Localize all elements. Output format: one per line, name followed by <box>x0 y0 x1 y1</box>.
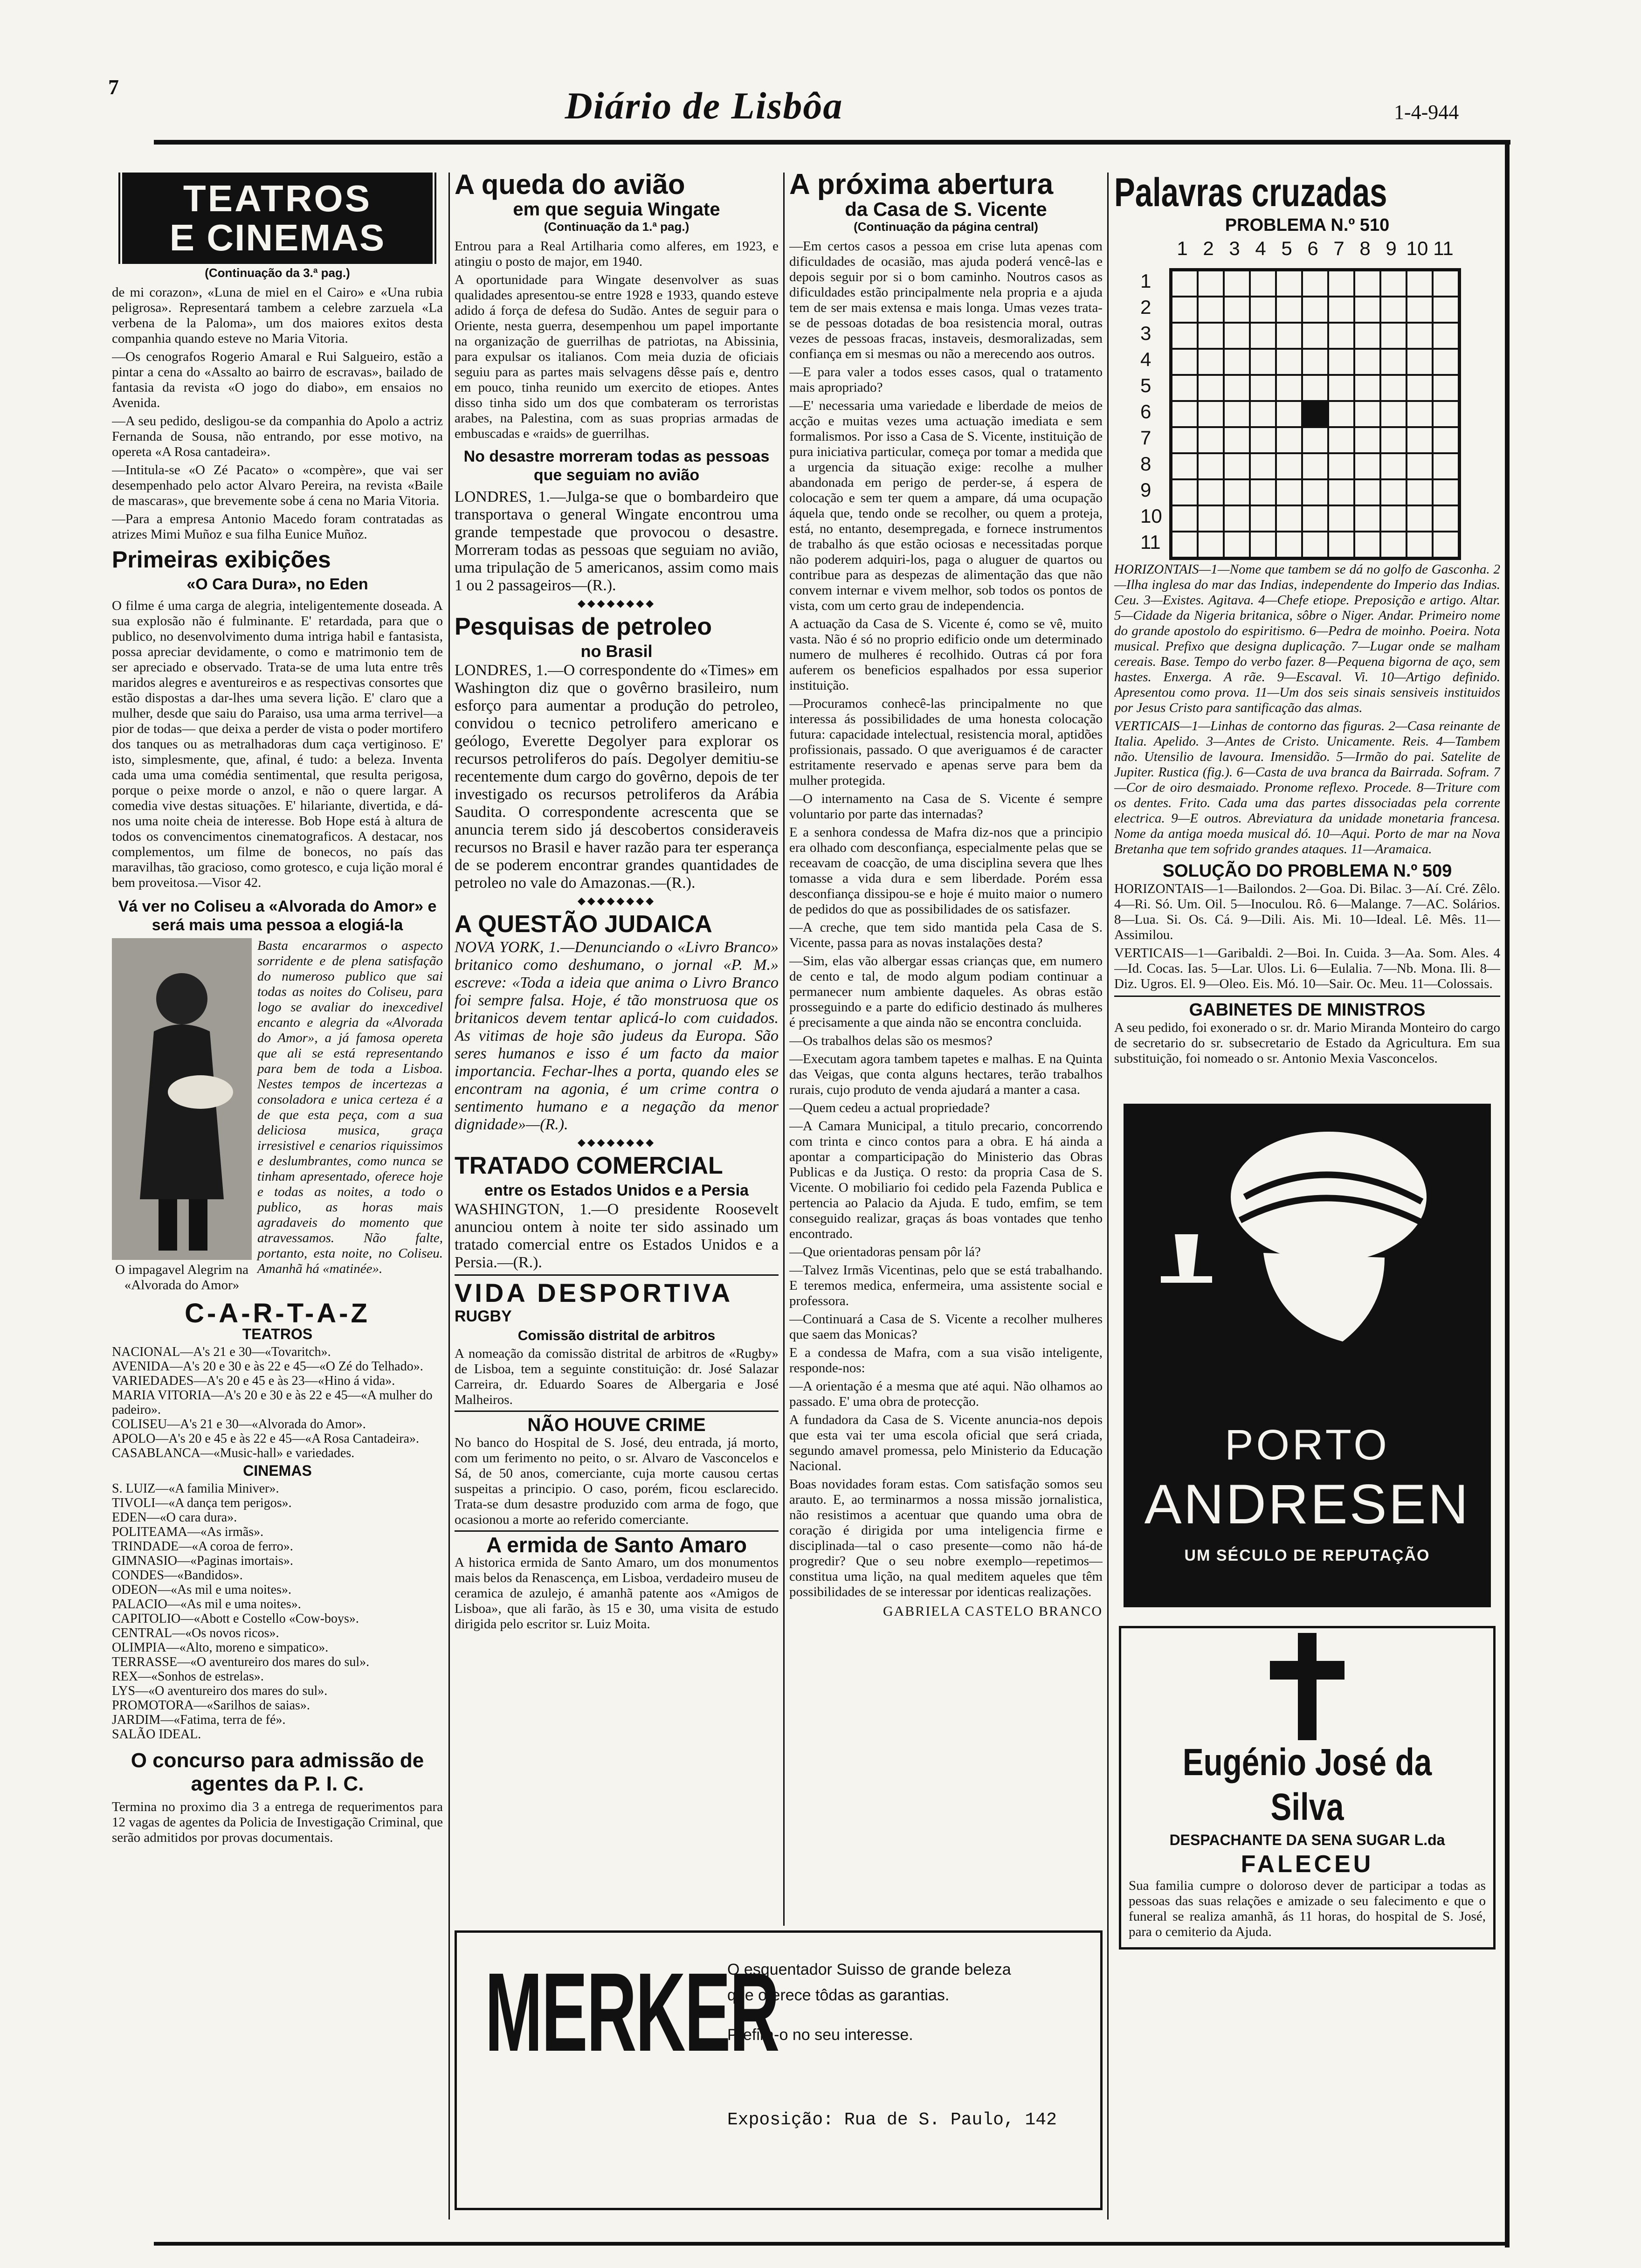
row-number: 4 <box>1140 348 1151 370</box>
cara-dura-title: «O Cara Dura», no Eden <box>186 575 368 593</box>
crossword-cell <box>1198 401 1224 427</box>
list-item: TERRASSE—«O aventureiro dos mares do sul». <box>112 1655 370 1669</box>
crossword-cell <box>1354 505 1380 532</box>
list-item: APOLO—A's 20 e 45 e às 22 e 45—«A Rosa Cantadeira». <box>112 1431 420 1446</box>
crossword-cell <box>1380 323 1407 349</box>
row-number: 5 <box>1140 374 1151 396</box>
crossword-cell <box>1433 297 1459 323</box>
crossword-column-numbers <box>1169 237 1456 260</box>
teatros-banner <box>117 173 438 264</box>
crossword-cell <box>1250 270 1276 297</box>
crossword-cell <box>1224 375 1250 401</box>
crossword-cell <box>1224 505 1250 532</box>
teatros-paragraph: —Para a empresa Antonio Macedo foram contratadas as atrizes Mimi Muñoz e sua filha Eunice Muñoz. <box>112 512 443 542</box>
crossword-cell <box>1407 297 1433 323</box>
article-paragraph: —Procuramos conhecê-las principalmente no que interessa ás possibilidades de uma honesta colocação futura: capacidade intelectual, resistencia moral, aptidões profissionais, passado. O que averiguamos é de caracter estritamente reservado e apenas serve para bem da mulher protegida. <box>789 696 1103 788</box>
obituary-text: Sua familia cumpre o doloroso dever de participar a todas as pessoas das suas relações e amizade o seu falecimento e que o funeral se realiza amanhã, ás 11 horas, do hospital de S. José, para o cemiterio da Ajuda. <box>1129 1878 1486 1939</box>
crossword-cell <box>1433 323 1459 349</box>
list-item: CENTRAL—«Os novos ricos». <box>112 1626 279 1640</box>
crossword-cell <box>1354 270 1380 297</box>
article-paragraph: —A Camara Municipal, a titulo precario, concorrendo com trinta e cinco contos para a obra. E há ainda a apontar a comparticipação do Ministerio das Obras Publicas e da Justiça. O resto: da propria Casa de S. Vicente. O mobiliario foi cedido pela Fazenda Publica e pertencia ao Palacio da Ajuda. E tudo, emfim, se tem conseguido realizar, graças ás boas vontades que tenho encontrado. <box>789 1119 1103 1241</box>
horizontais-clues: HORIZONTAIS—1—Nome que tambem se dá no golfo de Gasconha. 2—Ilha inglesa do mar das Indias, independente do Imperio das Indias. Ceu. 3—Existes. Agitava. 4—Chefe etiope. Preposição e artigo. Altar. 5—Cidade da Nigeria britanica, sôbre o Niger. Andar. Primeiro nome do grande apostolo do espiritismo. 6—Pedra de moinho. Poeira. Nota musical. Prefixo que designa duplicação. 7—Lugar onde se malham cereais. Base. Tempo do verbo fazer. 8—Pequena bigorna de aço, sem hastes. Enxerga. A rãe. 9—Escaval. Vi. 10—Artigo definido. Apresentou como prova. 11—Um dos seis sinais sensiveis instituidos por Jesus Cristo para santificação das almas. <box>1114 562 1500 715</box>
judaica-text: NOVA YORK, 1.—Denunciando o «Livro Branco» britanico como deshumano, o jornal «P. M.» escreve: «Toda a ideia que anima o Livro Branco foi sempre falsa. Hoje, é tão monstruosa que os britanicos devem tentar aplicá-lo com cuidados. As vitimas de hoje são judeus da Europa. São seres humanos e isso é um facto da maior importancia. Fechar-lhes a porta, quando eles se encontram na agonia, é um crime contra o sentimento humano e a negação da menor dignidade»—(R.). <box>455 939 779 1133</box>
crossword-cell <box>1433 270 1459 297</box>
crossword-cell <box>1328 401 1354 427</box>
merker-line-3: Prefira-o no seu interesse. <box>727 2026 913 2044</box>
crossword-cell <box>1276 375 1302 401</box>
col-number: 1 <box>1177 237 1188 259</box>
obituary <box>1119 1626 1496 1950</box>
crossword-cell <box>1172 375 1198 401</box>
crossword-cell <box>1250 349 1276 375</box>
article-paragraph: —A orientação é a mesma que até aqui. Não olhamos ao passado. E' uma obra de protecção. <box>789 1379 1103 1409</box>
list-item: CASABLANCA—«Music-hall» e variedades. <box>112 1446 355 1460</box>
row-number: 6 <box>1140 401 1151 422</box>
crossword-cell <box>1328 453 1354 479</box>
porto-line: PORTO <box>1225 1421 1390 1469</box>
crossword-cell <box>1433 401 1459 427</box>
crossword-cell <box>1172 479 1198 505</box>
primeiras-exibicoes-title: Primeiras exibições <box>112 546 331 573</box>
row-number: 9 <box>1140 479 1151 501</box>
merker-line-2: que oferece tôdas as garantias. <box>727 1986 950 2004</box>
crossword-cell <box>1250 453 1276 479</box>
teatros-list <box>112 1345 443 1460</box>
article-paragraph: Boas novidades foram estas. Com satisfação somos seu arauto. E, ao terminarmos a nossa missão jornalistica, não resistimos a acentuar que quando uma obra de coração é dirigida por uma inteligencia firme e disciplinada—tal o caso presente—como não há-de progredir? Que o seu nobre exemplo—repetimos—constitua uma lição, na qual meditem aqueles que têm possibilidades de se interessar por identicas realizações. <box>789 1477 1103 1599</box>
crossword-cell <box>1407 349 1433 375</box>
queda-paragraph: A oportunidade para Wingate desenvolver as suas qualidades apresentou-se entre 1928 e 1933, quando esteve adido á força de defesa do Sudão. Antes de seguir para o Oriente, nesta guerra, desempenhou um papel importante na organização de guerrilhas de patriotas, na Abissinia, para expulsar os italianos. Com meia duzia de oficiais seguiu para as partes mais selvagens dêsse país e, dentro em pouco, tinha reunido um exercito de etiopes. Antes disso tinha sido um dos que combateram os terroristas arabes, na Palestina, com as suas proprias armadas de embuscadas e «raids» de guerrilhas. <box>455 272 779 441</box>
crossword-cell <box>1198 532 1224 558</box>
crossword-cell <box>1276 453 1302 479</box>
crossword-cell <box>1433 349 1459 375</box>
crossword-cell <box>1380 427 1407 453</box>
col-number: 10 <box>1406 237 1428 259</box>
crossword-cell <box>1224 401 1250 427</box>
crossword-cell <box>1302 297 1328 323</box>
crossword-cell <box>1302 453 1328 479</box>
teatros-paragraph: —Intitula-se «O Zé Pacato» o «compère», que vai ser desempenhado pelo actor Alvaro Pereira, na revista «Baile de mascaras», que brevemente sobe á cena no Maria Vitoria. <box>112 463 443 508</box>
crossword-cell <box>1198 270 1224 297</box>
list-item: PALACIO—«As mil e uma noites». <box>112 1597 301 1611</box>
crossword-cell <box>1354 532 1380 558</box>
crossword-cell <box>1198 349 1224 375</box>
crossword-cell <box>1433 505 1459 532</box>
crossword-cell <box>1328 323 1354 349</box>
photo-caption: O impagavel Alegrim na «Alvorada do Amor» <box>115 1262 248 1293</box>
crossword-cell <box>1407 453 1433 479</box>
petroleo-text: LONDRES, 1.—O correspondente do «Times» em Washington diz que o govêrno brasileiro, num esforço para aumentar a produção do petroleo, convidou o tecnico petrolifero americano e geólogo, Everette Degolyer para explorar os recursos petroliferos do país. Degolyer demitiu-se recentemente dum cargo do govêrno, depois de ter investigado os recursos petroliferos da Arábia Saudita. O correspondente acrescenta que se anuncia terem sido já descobertos consideraveis recursos no Brasil e haver razão para ter esperança de se poderem encontrar grandes quantidades de petroleo no vale do Amazonas.—(R.). <box>455 662 779 892</box>
tratado-text: WASHINGTON, 1.—O presidente Roosevelt anunciou ontem à noite ter sido assinado um tratado comercial entre os Estados Unidos e a Persia.—(R.). <box>455 1201 779 1271</box>
crossword-cell <box>1250 479 1276 505</box>
row-number: 11 <box>1140 531 1161 553</box>
banner-line-1: TEATROS <box>183 178 372 219</box>
col-number: 11 <box>1433 237 1454 259</box>
crossword-cell <box>1433 453 1459 479</box>
crossword-block <box>1114 235 1500 562</box>
list-item: LYS—«O aventureiro dos mares do sul». <box>112 1684 328 1698</box>
crossword-cell <box>1172 401 1198 427</box>
cinemas-list <box>112 1481 443 1742</box>
list-item: PROMOTORA—«Sarilhos de saias». <box>112 1698 310 1713</box>
list-item: EDEN—«O cara dura». <box>112 1510 237 1525</box>
merker-line-1: O esquentador Suisso de grande beleza <box>727 1961 1011 1978</box>
desastre-text: LONDRES, 1.—Julga-se que o bombardeiro que transportava o general Wingate encontrou uma grande tempestade que provocou o desastre. Morreram todas as pessoas que seguiam no avião, uma tripulação de 5 americanos, assim como mais 1 ou 2 passageiros—(R.). <box>455 488 779 594</box>
article-paragraph: —E' necessaria uma variedade e liberdade de meios de acção e muitas vezes uma actuação imediata e sem formalismos. Por isso a Casa de S. Vicente, instituição de pura iniciativa particular, começa por tomar a medida que a urgencia da situação exige: recolhe a mulher abandonada em perigo de perder-se, á espera de colocação e sem ter quem a ampare, dá uma ocupação áquela que, tendo onde se recolher, ou quem a proteja, está, no entanto, desempregada, e fornece instrumentos de trabalho ás que estão ociosas e necessitadas porque não poderem adquiri-los, paga o aluguer de quartos ou contribue para as despezas de alimentação das que não convem internar e vivem melhor, sob todos os pontos de vista, com um certo grau de independencia. <box>789 398 1103 613</box>
solucao-horizontais: HORIZONTAIS—1—Bailondos. 2—Goa. Di. Bilac. 3—Aí. Cré. Zêlo. 4—Ri. Só. Um. Oil. 5—Inoculou. Rô. 6—Malange. 7—AC. Solários. 8—Lua. Si. Os. Cá. 9—Dili. Ais. Mi. 10—Ideal. Lê. Mês. 11—Assimilou. <box>1114 881 1500 942</box>
col-number: 7 <box>1333 237 1345 259</box>
crossword-cell <box>1276 479 1302 505</box>
teatros-continuation: (Continuação da 3.ª pag.) <box>205 266 350 280</box>
crossword-cell <box>1224 323 1250 349</box>
row-number: 2 <box>1140 296 1151 318</box>
crossword-cell <box>1224 479 1250 505</box>
crossword-cell <box>1276 427 1302 453</box>
crossword-cell <box>1172 323 1198 349</box>
tratado-subtitle: entre os Estados Unidos e a Persia <box>484 1182 749 1199</box>
article-paragraph: —Continuará a Casa de S. Vicente a recolher mulheres que saem das Monicas? <box>789 1312 1103 1342</box>
cara-dura-review: O filme é uma carga de alegria, inteligentemente doseada. A sua explosão não é fulminante. E' retardada, para que o publico, no desenvolvimento duma intriga habil e fantasista, possa apreciar devidamente, o como e matrimonio tem de ser apreciado e observado. Trata-se de uma luta entre três maridos alegres e aventureiros e as respectivas consortes que estão dispostas a dar-lhes uma severa lição. E' claro que a mulher, desde que saiu do Paraiso, usa uma arma terrivel—a pior de todas— que deixa a perder de vista o poder mortifero dos tanques ou as metralhadoras dum caça vertiginoso. E' isto, simplesmente, que, afinal, é tudo: a beleza. Inventa cada uma uma comédia sentimental, que resulta perigosa, porque o peixe morde o anzol, e não o quere largar. A comedia vive destas situações. E' hilariante, divertida, e dá-nos uma noite cheia de interesse. Bob Hope está à altura de todos os convencimentos cinematograficos. A destacar, nos complementos, um filme de bonecos, no país das maravilhas, tão gracioso, como grotesco, e cuja lição moral é bem proveitosa.—Visor 42. <box>112 598 443 890</box>
crossword-cell <box>1224 297 1250 323</box>
list-item: S. LUIZ—«A familia Miniver». <box>112 1481 279 1496</box>
crossword-cell <box>1328 532 1354 558</box>
crossword-cell <box>1172 505 1198 532</box>
article-paragraph: E a condessa de Mafra, com a sua visão inteligente, responde-nos: <box>789 1345 1103 1376</box>
crossword-cell <box>1433 375 1459 401</box>
crossword-cell <box>1250 297 1276 323</box>
crossword-cell <box>1328 375 1354 401</box>
crossword-row-numbers <box>1140 268 1162 555</box>
crossword-cell <box>1380 270 1407 297</box>
column-teatros <box>112 168 443 2229</box>
frame-right <box>1505 140 1510 2247</box>
sao-vicente-continuation: (Continuação da página central) <box>854 220 1038 234</box>
crossword-cell <box>1354 375 1380 401</box>
masthead: Diário de Lisbôa <box>565 84 843 127</box>
teatros-paragraph: —Os cenografos Rogerio Amaral e Rui Salgueiro, estão a pintar a cena do «Assalto ao bairro de escravas», bailado de fantasia da revista «O jogo do diabo», em ensaios no Avenida. <box>112 349 443 410</box>
list-item: TRINDADE—«A coroa de ferro». <box>112 1539 293 1554</box>
crossword-cell <box>1250 375 1276 401</box>
crossword-cell <box>1172 270 1198 297</box>
crossword-cell <box>1172 349 1198 375</box>
page-number: 7 <box>108 75 119 99</box>
crossword-cell <box>1354 297 1380 323</box>
crossword-cell <box>1198 453 1224 479</box>
gabinetes-title: GABINETES DE MINISTROS <box>1114 996 1500 1020</box>
porto-andresen-ad <box>1124 1104 1491 1607</box>
crossword-cell <box>1172 427 1198 453</box>
column-news <box>455 170 779 1923</box>
rugby-label: RUGBY <box>455 1307 512 1325</box>
teatros-label: TEATROS <box>242 1326 313 1342</box>
crossword-cell <box>1302 479 1328 505</box>
crossword-cell <box>1407 375 1433 401</box>
crossword-cell <box>1302 427 1328 453</box>
crossword-cell <box>1224 453 1250 479</box>
crossword-cell <box>1407 323 1433 349</box>
crossword-cell <box>1407 270 1433 297</box>
cross-icon <box>1270 1633 1345 1740</box>
crossword-cell <box>1407 401 1433 427</box>
crossword-cell <box>1250 323 1276 349</box>
crossword-cell <box>1276 532 1302 558</box>
list-item: VARIEDADES—A's 20 e 45 e às 23—«Hino á vida». <box>112 1374 395 1388</box>
gabinetes-text: A seu pedido, foi exonerado o sr. dr. Mario Miranda Monteiro do cargo de secretario do sr. subsecretario de Estado da Agricultura. Em sua substituição, foi nomeado o sr. Antonio Mexia Vasconcelos. <box>1114 1020 1500 1066</box>
list-item: NACIONAL—A's 21 e 30—«Tovaritch». <box>112 1345 331 1359</box>
crossword-cell <box>1407 505 1433 532</box>
alvorada-text: Basta encararmos o aspecto sorridente e de plena satisfação do numeroso publico que sai todas as noites do Coliseu, para logo se avaliar do inexcedivel encanto e alegria da «Alvorada do Amor», a já famosa opereta que ali se está representando para bem de toda a Lisboa. Nestes tempos de incertezas a consoladora e unica certeza é a de que esta peça, com a sua deliciosa musica, graça irresistivel e cenarios riquissimos e deslumbrantes, como nunca se tinham apresentado, oferece hoje e todas as noites, a todo o publico, as horas mais agradaveis do momento que atravessamos. Não falte, portanto, esta noite, no Coliseu. Amanhã há «matinée». <box>257 938 443 1276</box>
crossword-cell <box>1354 453 1380 479</box>
article-paragraph: —Sim, elas vão albergar essas crianças que, em numero de cento e tal, de modo algum podiam continuar a permanecer num ambiente daqueles. As obras estão prosseguindo e a parte do edificio destinado ás mulheres é precisamente a que ainda não se encontra concluida. <box>789 954 1103 1030</box>
petroleo-subtitle: no Brasil <box>580 642 653 661</box>
crossword-cell <box>1250 427 1276 453</box>
crossword-cell <box>1380 349 1407 375</box>
crossword-cell <box>1407 479 1433 505</box>
rugby-subtitle: Comissão distrital de arbitros <box>517 1328 716 1343</box>
cinemas-label: CINEMAS <box>243 1462 312 1479</box>
list-item: CONDES—«Bandidos». <box>112 1568 243 1583</box>
andresen-line: ANDRESEN <box>1144 1473 1470 1535</box>
crossword-cell <box>1198 479 1224 505</box>
crossword-cell <box>1328 479 1354 505</box>
article-paragraph: —E para valer a todos esses casos, qual o tratamento mais apropriado? <box>789 365 1103 395</box>
tratado-title: TRATADO COMERCIAL <box>455 1152 723 1179</box>
crime-text: No banco do Hospital de S. José, deu entrada, já morto, com um ferimento no peito, o sr. Alvaro de Vasconcelos e Sá, de 50 anos, comerciante, cuja morte causou certas suspeitas a principio. O caso, porém, ficou esclarecido. Trata-se dum desastre produzido com arma de fogo, que ocasionou a morte ao referido comerciante. <box>455 1435 779 1527</box>
crossword-cell <box>1224 349 1250 375</box>
row-number: 8 <box>1140 453 1151 475</box>
alegrim-photo <box>112 938 252 1260</box>
solucao-title: SOLUÇÃO DO PROBLEMA N.º 509 <box>1162 861 1452 881</box>
separator: ◆◆◆◆◆◆◆◆ <box>577 1136 656 1148</box>
column-cruzadas <box>1114 170 1500 2231</box>
crossword-cell <box>1380 297 1407 323</box>
crossword-cell <box>1328 505 1354 532</box>
list-item: COLISEU—A's 21 e 30—«Alvorada do Amor». <box>112 1417 366 1431</box>
crossword-cell <box>1302 375 1328 401</box>
row-number: 7 <box>1140 427 1151 449</box>
list-item: JARDIM—«Fatima, terra de fé». <box>112 1713 286 1727</box>
crossword-cell <box>1407 532 1433 558</box>
crossword-cell <box>1302 532 1328 558</box>
article-paragraph: —O internamento na Casa de S. Vicente é sempre voluntario por parte das internadas? <box>789 791 1103 822</box>
crossword-cell <box>1172 453 1198 479</box>
crossword-cell <box>1380 453 1407 479</box>
crossword-cell <box>1250 401 1276 427</box>
col-number: 3 <box>1229 237 1240 259</box>
crossword-cell <box>1198 427 1224 453</box>
crossword-cell <box>1433 427 1459 453</box>
vida-desportiva-title: VIDA DESPORTIVA <box>455 1274 779 1307</box>
separator: ◆◆◆◆◆◆◆◆ <box>577 597 656 609</box>
article-paragraph: E a senhora condessa de Mafra diz-nos que a principio era olhado com desconfiança, especialmente pelas que se receavam de coacção, de uma disciplina severa que lhes tomasse a vida dura e sem liberdade. Porém essa desconfiança dissipou-se e hoje é muito maior o numero de pedidos do que as possibilidades de os satisfazer. <box>789 825 1103 917</box>
desastre-title: No desastre morreram todas as pessoas que seguiam no avião <box>463 448 770 484</box>
crossword-cell <box>1380 401 1407 427</box>
cartaz-title: C-A-R-T-A-Z <box>185 1298 370 1328</box>
rugby-text: A nomeação da comissão distrital de arbitros de «Rugby» de Lisboa, tem a seguinte constituição: dr. José Salazar Carreira, dr. Eduardo Soares de Albergaria e José Malheiros. <box>455 1346 779 1407</box>
queda-continuation: (Continuação da 1.ª pag.) <box>544 220 689 234</box>
crossword-cell <box>1172 297 1198 323</box>
article-paragraph: —Em certos casos a pessoa em crise luta apenas com dificuldades de ocasião, mas ajuda poderá vencê-las e depois seguir por si o bom caminho. Noutros casos as dificuldades estão principalmente nela propria e a ajuda tem de ser mais extensa e mais longa. Umas vezes trata-se de pessoas dotadas de boa resistencia moral, outras vezes de pessoas fracas, instaveis, desmoralizadas, sem confiança em si mesmas ou não a merecendo aos outros. <box>789 239 1103 361</box>
col-number: 2 <box>1203 237 1214 259</box>
list-item: REX—«Sonhos de estrelas». <box>112 1669 264 1684</box>
list-item: SALÃO IDEAL. <box>112 1727 201 1742</box>
crossword-cell <box>1380 479 1407 505</box>
crossword-cell <box>1433 479 1459 505</box>
crossword-cell <box>1224 532 1250 558</box>
crossword-cell <box>1276 349 1302 375</box>
porto-tagline: UM SÉCULO DE REPUTAÇÃO <box>1184 1547 1430 1564</box>
merker-brand: MERKER <box>485 1950 779 2074</box>
list-item: OLIMPIA—«Alto, moreno e simpatico». <box>112 1640 329 1655</box>
crossword-cell <box>1276 270 1302 297</box>
col-number: 9 <box>1386 237 1397 259</box>
divider-2 <box>783 173 785 1926</box>
crossword-cell <box>1302 349 1328 375</box>
list-item: TIVOLI—«A dança tem perigos». <box>112 1496 292 1510</box>
teatros-paragraph: de mi corazon», «Luna de miel en el Cairo» e «Una rubia peligrosa». Representará tambem a celebre zarzuela «La verbena de la Paloma», um dos maiores exitos desta companhia quando esteve no Maria Vitoria. <box>112 285 443 346</box>
crossword-cell <box>1433 532 1459 558</box>
crossword-cell <box>1250 505 1276 532</box>
crossword-cell <box>1276 505 1302 532</box>
crossword-cell <box>1380 375 1407 401</box>
crossword-cell <box>1276 323 1302 349</box>
alvorada-title: Vá ver no Coliseu a «Alvorada do Amor» e será mais uma pessoa a elogiá-la <box>118 898 437 934</box>
row-number: 1 <box>1140 270 1151 292</box>
queda-paragraph: Entrou para a Real Artilharia como alferes, em 1923, e atingiu o posto de major, em 1940. <box>455 239 779 269</box>
crossword-grid <box>1169 268 1461 560</box>
crossword-cell <box>1302 270 1328 297</box>
concurso-text: Termina no proximo dia 3 a entrega de requerimentos para 12 vagas de agentes da Policia de Investigação Criminal, que serão admitidos por provas documentais. <box>112 1799 443 1845</box>
merker-line-4: Exposição: Rua de S. Paulo, 142 <box>727 2110 1057 2130</box>
crossword-cell <box>1198 375 1224 401</box>
crossword-cell <box>1250 532 1276 558</box>
crossword-black-cell <box>1302 401 1328 427</box>
crossword-cell <box>1328 297 1354 323</box>
ermida-text: A historica ermida de Santo Amaro, um dos monumentos mais belos da Renascença, em Lisboa, verdadeiro museu de ceramica de azulejo, é amanhã patente aos «Amigos de Lisboa», que ali farão, às 15 e 30, uma visita de estudo dirigida pelo escritor sr. Luiz Moita. <box>455 1555 779 1632</box>
separator: ◆◆◆◆◆◆◆◆ <box>577 895 656 906</box>
obituary-faleceu: FALECEU <box>1241 1851 1374 1878</box>
frame-top <box>154 140 1510 145</box>
issue-date: 1-4-944 <box>1394 101 1459 124</box>
problem-number: PROBLEMA N.º 510 <box>1225 215 1390 235</box>
list-item: GIMNASIO—«Paginas imortais». <box>112 1554 293 1568</box>
col-number: 4 <box>1255 237 1266 259</box>
crossword-cell <box>1302 505 1328 532</box>
article-paragraph: A fundadora da Casa de S. Vicente anuncia-nos depois que esta vai ter uma escola oficial que será criada, segundo amavel promessa, pelo Ministerio da Educação Nacional. <box>789 1412 1103 1473</box>
crossword-cell <box>1198 297 1224 323</box>
crossword-cell <box>1380 532 1407 558</box>
crossword-cell <box>1354 401 1380 427</box>
crossword-cell <box>1302 323 1328 349</box>
obituary-name: Eugénio José da Silva <box>1182 1741 1432 1828</box>
article-paragraph: —Talvez Irmãs Vicentinas, pelo que se está trabalhando. E teremos medica, enfermeira, uma assistente social e professora. <box>789 1263 1103 1308</box>
sao-vicente-subtitle: da Casa de S. Vicente <box>845 198 1047 220</box>
cruzadas-title: Palavras cruzadas <box>1114 170 1387 215</box>
crossword-cell <box>1198 323 1224 349</box>
article-paragraph: —A creche, que tem sido mantida pela Casa de S. Vicente, passa para as novas instalações desta? <box>789 920 1103 950</box>
crossword-cell <box>1276 297 1302 323</box>
row-number: 3 <box>1140 322 1151 344</box>
judaica-title: A QUESTÃO JUDAICA <box>455 911 712 938</box>
article-paragraph: A actuação da Casa de S. Vicente é, como se vê, muito vasta. Não é só no proprio edificio onde um determinado numero de mulheres é recolhido. Outras cá por fora auferem os beneficios espalhados por essa superior instituição. <box>789 616 1103 693</box>
sao-vicente-title: A próxima abertura <box>789 170 1054 201</box>
banner-line-2: E CINEMAS <box>169 217 386 258</box>
crossword-cell <box>1354 349 1380 375</box>
crossword-cell <box>1354 427 1380 453</box>
teatros-paragraph: —A seu pedido, desligou-se da companhia do Apolo a actriz Fernanda de Sousa, não entrando, por esse motivo, na opereta «A Rosa cantadeira». <box>112 414 443 459</box>
column-sao-vicente <box>789 170 1103 1923</box>
divider-3 <box>1107 173 1109 2220</box>
list-item: ODEON—«As mil e uma noites». <box>112 1583 291 1597</box>
row-number: 10 <box>1140 505 1162 527</box>
queda-subtitle: em que seguia Wingate <box>513 199 720 220</box>
article-paragraph: —Quem cedeu a actual propriedade? <box>789 1100 990 1115</box>
turbaned-figure-illustration <box>1124 1122 1491 1402</box>
crime-title: NÃO HOUVE CRIME <box>455 1411 779 1435</box>
solucao-verticais: VERTICAIS—1—Garibaldi. 2—Boi. In. Cuida. 3—Aa. Som. Ales. 4—Id. Cocas. Ias. 5—Lar. Ulos. Li. 6—Eulalia. 7—Nb. Mona. Ili. 8—Diz. Ugros. El. 9—Oleo. Eis. Mó. 10—Sair. Oc. Meu. 11—Colossais. <box>1114 946 1500 991</box>
crossword-cell <box>1354 479 1380 505</box>
col-number: 5 <box>1281 237 1292 259</box>
article-paragraph: —Que orientadoras pensam pôr lá? <box>789 1245 981 1259</box>
crossword-cell <box>1407 427 1433 453</box>
crossword-cell <box>1224 427 1250 453</box>
crossword-cell <box>1198 505 1224 532</box>
ermida-title: A ermida de Santo Amaro <box>455 1530 779 1555</box>
crossword-cell <box>1328 427 1354 453</box>
col-number: 6 <box>1307 237 1318 259</box>
article-paragraph: —Executam agora tambem tapetes e malhas. E na Quinta das Veigas, que conta alguns hectares, terão trabalhos rurais, cujo produto de venda ajudará a manter a casa. <box>789 1051 1103 1097</box>
divider-1 <box>448 173 450 2220</box>
crossword-cell <box>1380 505 1407 532</box>
verticais-clues: VERTICAIS—1—Linhas de contorno das figuras. 2—Casa reinante de Italia. Apelido. 3—Antes de Cristo. Unicamente. Reis. 4—Tambem não. Utensilio de lavoura. Imensidão. 5—Irmão do pai. Satelite de Jupiter. Rustica (fig.). 6—Casta de uva branca da Bairrada. Sofram. 7—Cor de oiro desmaiado. Pronome reflexo. Procede. 8—Triture com os dentes. Frito. Cada uma das partes dissociadas pela corrente electrica. 9—E outros. Abreviatura da unidade monetaria francesa. Nome da antiga moeda musical dó. 10—Aqui. Porto de mar na Nova Bretanha que tem sofrido grandes ataques. 11—Aramaica. <box>1114 719 1500 857</box>
list-item: CAPITOLIO—«Abott e Costello «Cow-boys». <box>112 1611 359 1626</box>
concurso-title: O concurso para admissão de agentes da P. I. C. <box>131 1749 424 1795</box>
crossword-cell <box>1224 270 1250 297</box>
merker-ad <box>455 1930 1103 2210</box>
alvorada-photo-block <box>112 938 252 1296</box>
frame-bottom <box>154 2242 1510 2246</box>
obituary-role: DESPACHANTE DA SENA SUGAR L.da <box>1169 1832 1445 1848</box>
queda-title: A queda do avião <box>455 170 685 200</box>
list-item: POLITEAMA—«As irmãs». <box>112 1525 264 1539</box>
list-item: AVENIDA—A's 20 e 30 e às 22 e 45—«O Zé do Telhado». <box>112 1359 423 1374</box>
crossword-cell <box>1276 401 1302 427</box>
crossword-cell <box>1328 270 1354 297</box>
crossword-cell <box>1328 349 1354 375</box>
byline: GABRIELA CASTELO BRANCO <box>883 1604 1103 1619</box>
list-item: MARIA VITORIA—A's 20 e 30 e às 22 e 45—«A mulher do padeiro». <box>112 1388 433 1417</box>
petroleo-title: Pesquisas de petroleo <box>455 613 712 640</box>
crossword-cell <box>1354 323 1380 349</box>
crossword-cell <box>1172 532 1198 558</box>
article-paragraph: —Os trabalhos delas são os mesmos? <box>789 1033 993 1048</box>
col-number: 8 <box>1359 237 1371 259</box>
